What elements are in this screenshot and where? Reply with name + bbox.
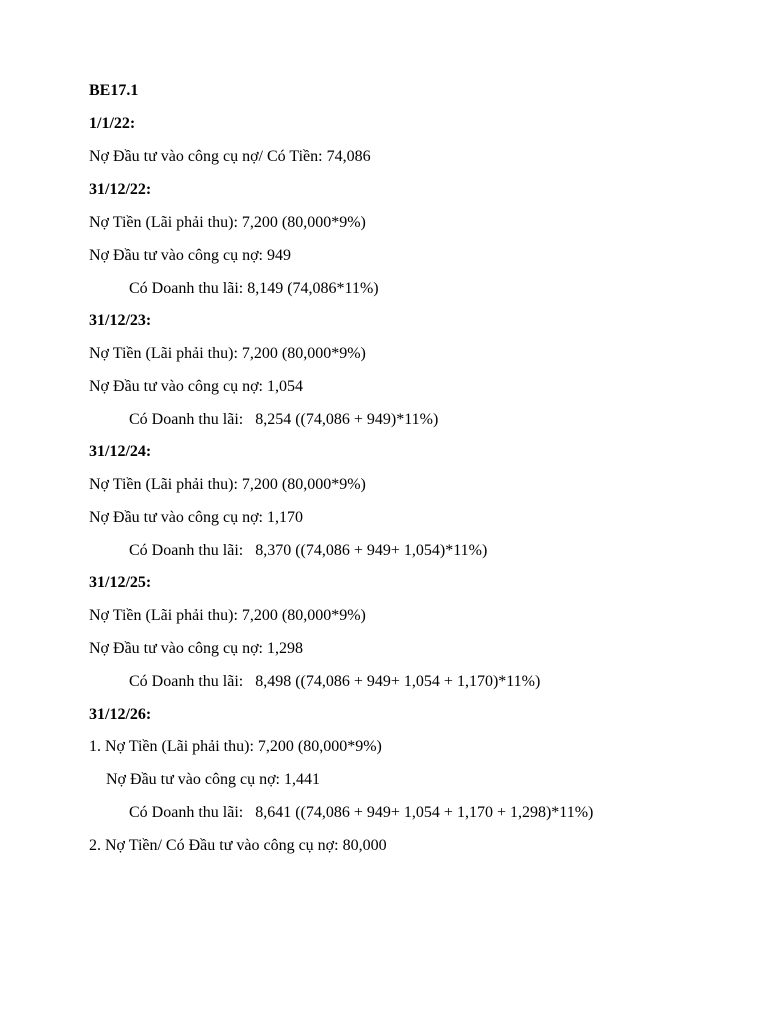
date-heading: 31/12/26: (89, 706, 152, 723)
journal-entry-line: 2. Nợ Tiền/ Có Đầu tư vào công cụ nợ: 80,000 (89, 837, 387, 854)
date-heading: 31/12/24: (89, 443, 152, 460)
journal-entry-credit-line: Có Doanh thu lãi: 8,370 ((74,086 + 949+ 1,054)*11%) (129, 542, 488, 559)
journal-entry-line: Nợ Đầu tư vào công cụ nợ: 949 (89, 247, 291, 264)
journal-entry-line: Nợ Đầu tư vào công cụ nợ: 1,054 (89, 378, 303, 395)
journal-entry-line: Nợ Đầu tư vào công cụ nợ: 1,298 (89, 640, 303, 657)
date-heading: 1/1/22: (89, 115, 136, 132)
journal-entry-credit-line: Có Doanh thu lãi: 8,149 (74,086*11%) (129, 280, 379, 297)
date-heading: 31/12/22: (89, 181, 152, 198)
journal-entry-line: Nợ Đầu tư vào công cụ nợ/ Có Tiền: 74,086 (89, 148, 371, 165)
journal-entry-line: Nợ Đầu tư vào công cụ nợ: 1,441 (106, 771, 320, 788)
journal-entry-credit-line: Có Doanh thu lãi: 8,254 ((74,086 + 949)*11%) (129, 411, 439, 428)
document-title: BE17.1 (89, 82, 139, 99)
date-heading: 31/12/23: (89, 312, 152, 329)
journal-entry-line: Nợ Đầu tư vào công cụ nợ: 1,170 (89, 509, 303, 526)
journal-entry-credit-line: Có Doanh thu lãi: 8,641 ((74,086 + 949+ 1,054 + 1,170 + 1,298)*11%) (129, 804, 594, 821)
journal-entry-line: Nợ Tiền (Lãi phải thu): 7,200 (80,000*9%) (89, 476, 366, 493)
journal-entry-credit-line: Có Doanh thu lãi: 8,498 ((74,086 + 949+ 1,054 + 1,170)*11%) (129, 673, 541, 690)
date-heading: 31/12/25: (89, 574, 152, 591)
journal-entry-line: Nợ Tiền (Lãi phải thu): 7,200 (80,000*9%) (89, 345, 366, 362)
journal-entry-line: Nợ Tiền (Lãi phải thu): 7,200 (80,000*9%) (89, 607, 366, 624)
journal-entry-line: 1. Nợ Tiền (Lãi phải thu): 7,200 (80,000*9%) (89, 738, 382, 755)
journal-entry-line: Nợ Tiền (Lãi phải thu): 7,200 (80,000*9%) (89, 214, 366, 231)
